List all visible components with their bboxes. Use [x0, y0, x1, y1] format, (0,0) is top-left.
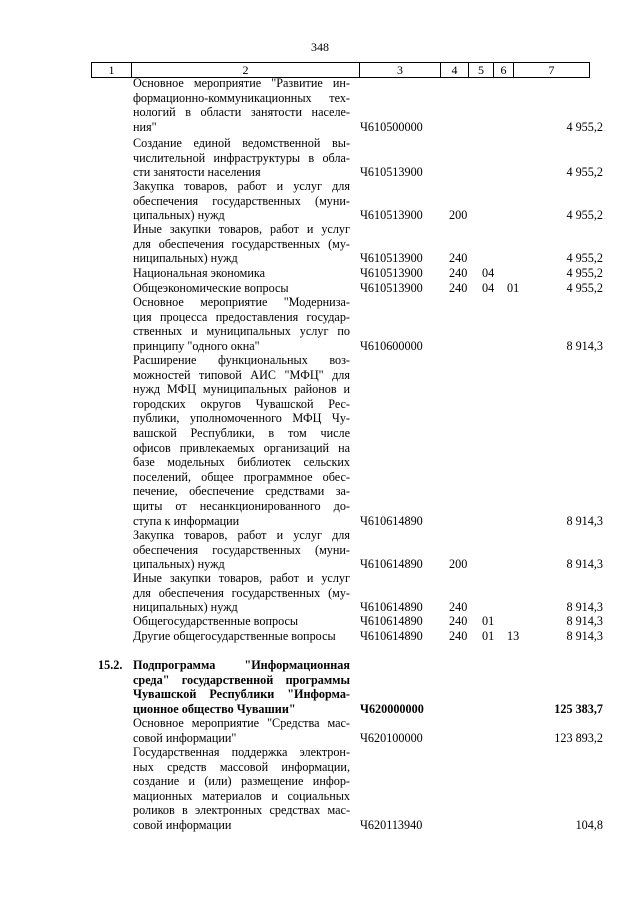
row-col-4: 240 [449, 629, 468, 643]
header-col-6: 6 [494, 63, 514, 77]
row-name-line: ступа к информации [133, 513, 240, 528]
row-name-line: вашской Республики, в том числе [133, 425, 350, 440]
header-col-5: 5 [469, 63, 494, 77]
row-code: Ч620000000 [360, 701, 424, 716]
row-name [133, 266, 350, 281]
header-col-4: 4 [441, 63, 469, 77]
row-name-line: ционное общество Чувашии" [133, 701, 296, 716]
row-name-line: можностей типовой АИС "МФЦ" для [133, 367, 350, 382]
row-col-4: 200 [449, 208, 468, 223]
row-col-6: 01 [507, 281, 520, 295]
row-name-line: ственных и муниципальных услуг по [133, 324, 350, 339]
header-col-2: 2 [132, 63, 360, 77]
row-amount: 125 383,7 [554, 701, 603, 716]
row-name [133, 658, 350, 716]
row-name [133, 295, 350, 353]
row-name-line: сти занятости населения [133, 165, 261, 180]
row-code: Ч610513900 [360, 251, 423, 266]
row-name-line: Общегосударственные вопросы [133, 614, 299, 628]
row-name-line: Закупка товаров, работ и услуг для [133, 528, 350, 542]
row-name-line: создание и (или) размещение инфор- [133, 774, 350, 789]
section-number: 15.2. [98, 658, 123, 672]
row-name-line: Расширение функциональных воз- [133, 353, 350, 367]
row-name-line: печение, обеспечение средствами за- [133, 484, 350, 499]
row-name-line: совой информации" [133, 730, 237, 745]
row-name-line: нужд МФЦ муниципальных районов и [133, 382, 350, 397]
row-col-4: 200 [449, 557, 468, 572]
header-col-3: 3 [360, 63, 441, 77]
row-name-line: Государственная поддержка электрон- [133, 745, 350, 759]
row-name-line: для обеспечения государственных (му- [133, 585, 350, 600]
row-col-5: 01 [482, 614, 495, 628]
row-amount: 4 955,2 [566, 266, 603, 280]
row-col-5: 04 [482, 266, 495, 280]
row-name-line: поселений, общее программное обес- [133, 469, 350, 484]
row-col-4: 240 [449, 281, 468, 295]
row-amount: 8 914,3 [566, 557, 603, 572]
row-code: Ч610614890 [360, 629, 423, 643]
row-code: Ч610614890 [360, 600, 423, 615]
row-amount: 104,8 [575, 818, 603, 832]
page-number: 348 [311, 40, 329, 54]
row-amount: 123 893,2 [554, 730, 603, 745]
row-name-line: для обеспечения государственных (му- [133, 236, 350, 251]
row-name-line: Создание единой ведомственной вы- [133, 136, 350, 150]
row-name-line: городских округов Чувашской Рес- [133, 396, 350, 411]
header-col-7: 7 [548, 63, 555, 77]
row-code: Ч610513900 [360, 266, 423, 280]
row-code: Ч610500000 [360, 119, 423, 134]
row-col-6: 13 [507, 629, 520, 643]
row-name-line: принципу "одного окна" [133, 338, 260, 353]
row-name-line: Иные закупки товаров, работ и услуг [133, 571, 350, 585]
row-code: Ч610614890 [360, 513, 423, 528]
row-name [133, 76, 350, 134]
row-name-line: Другие общегосударственные вопросы [133, 629, 336, 643]
row-name-line: Иные закупки товаров, работ и услуг [133, 222, 350, 236]
row-name-line: офисов привлекаемых организаций на [133, 440, 350, 455]
row-name-line: ных средств массовой информации, [133, 759, 350, 774]
row-code: Ч610614890 [360, 557, 423, 572]
row-name-line: Основное мероприятие "Модерниза- [133, 295, 350, 309]
row-amount: 4 955,2 [566, 119, 603, 134]
row-name-line: ниципальных) нужд [133, 251, 238, 266]
row-name-line: мационных материалов и социальных [133, 788, 350, 803]
row-amount: 8 914,3 [566, 600, 603, 615]
row-name-line: Основное мероприятие "Развитие ин- [133, 76, 350, 90]
row-amount: 4 955,2 [566, 281, 603, 295]
row-name-line: совой информации [133, 817, 232, 832]
row-code: Ч610513900 [360, 165, 423, 180]
row-name [133, 528, 350, 572]
row-name-line: числительной инфраструктуры в обла- [133, 150, 350, 165]
row-name [133, 571, 350, 615]
row-name [133, 136, 350, 180]
row-col-4: 240 [449, 251, 468, 266]
row-amount: 4 955,2 [566, 251, 603, 266]
row-col-5: 04 [482, 281, 495, 295]
row-name-line: Основное мероприятие "Средства мас- [133, 716, 350, 730]
row-name-line: ция процесса предоставления государ- [133, 309, 350, 324]
row-name-line: Закупка товаров, работ и услуг для [133, 179, 350, 193]
row-col-5: 01 [482, 629, 495, 643]
row-name-line: ципальных) нужд [133, 557, 225, 572]
row-col-4: 240 [449, 614, 468, 628]
row-amount: 4 955,2 [566, 208, 603, 223]
row-name-line: щиты от несанкционированного до- [133, 498, 350, 513]
row-amount: 8 914,3 [566, 338, 603, 353]
row-code: Ч620100000 [360, 730, 423, 745]
header-col-1: 1 [92, 63, 132, 77]
row-amount: 8 914,3 [566, 614, 603, 628]
row-name [133, 222, 350, 266]
row-name-line: формационно-коммуникационных тех- [133, 90, 350, 105]
row-name-line: публики, уполномоченного МФЦ Чу- [133, 411, 350, 426]
row-col-4: 240 [449, 600, 468, 615]
row-name-line: Подпрограмма "Информационная [133, 658, 350, 672]
row-amount: 8 914,3 [566, 513, 603, 528]
row-name [133, 281, 350, 296]
row-name-line: среда" государственной программы [133, 672, 350, 687]
row-col-4: 240 [449, 266, 468, 280]
row-code: Ч610513900 [360, 208, 423, 223]
row-name-line: базе модельных библиотек сельских [133, 455, 350, 470]
row-name [133, 614, 350, 629]
row-name-line: ниципальных) нужд [133, 600, 238, 615]
row-name-line: обеспечения государственных (муни- [133, 193, 350, 208]
row-name-line: нологий в области занятости населе- [133, 105, 350, 120]
row-name [133, 716, 350, 745]
row-code: Ч610600000 [360, 338, 423, 353]
row-name [133, 353, 350, 528]
row-name-line: обеспечения государственных (муни- [133, 542, 350, 557]
row-amount: 4 955,2 [566, 165, 603, 180]
row-name [133, 745, 350, 833]
row-name-line: Национальная экономика [133, 266, 266, 280]
row-code: Ч620113940 [360, 818, 423, 832]
row-name [133, 179, 350, 223]
row-name-line: Чувашской Республики "Информа- [133, 687, 350, 702]
row-code: Ч610513900 [360, 281, 423, 295]
row-amount: 8 914,3 [566, 629, 603, 643]
row-name-line: роликов в электронных средствах мас- [133, 803, 350, 818]
row-name-line: ния" [133, 119, 157, 134]
row-name [133, 629, 350, 644]
row-name-line: ципальных) нужд [133, 208, 225, 223]
row-code: Ч610614890 [360, 614, 423, 628]
row-name-line: Общеэкономические вопросы [133, 281, 289, 295]
